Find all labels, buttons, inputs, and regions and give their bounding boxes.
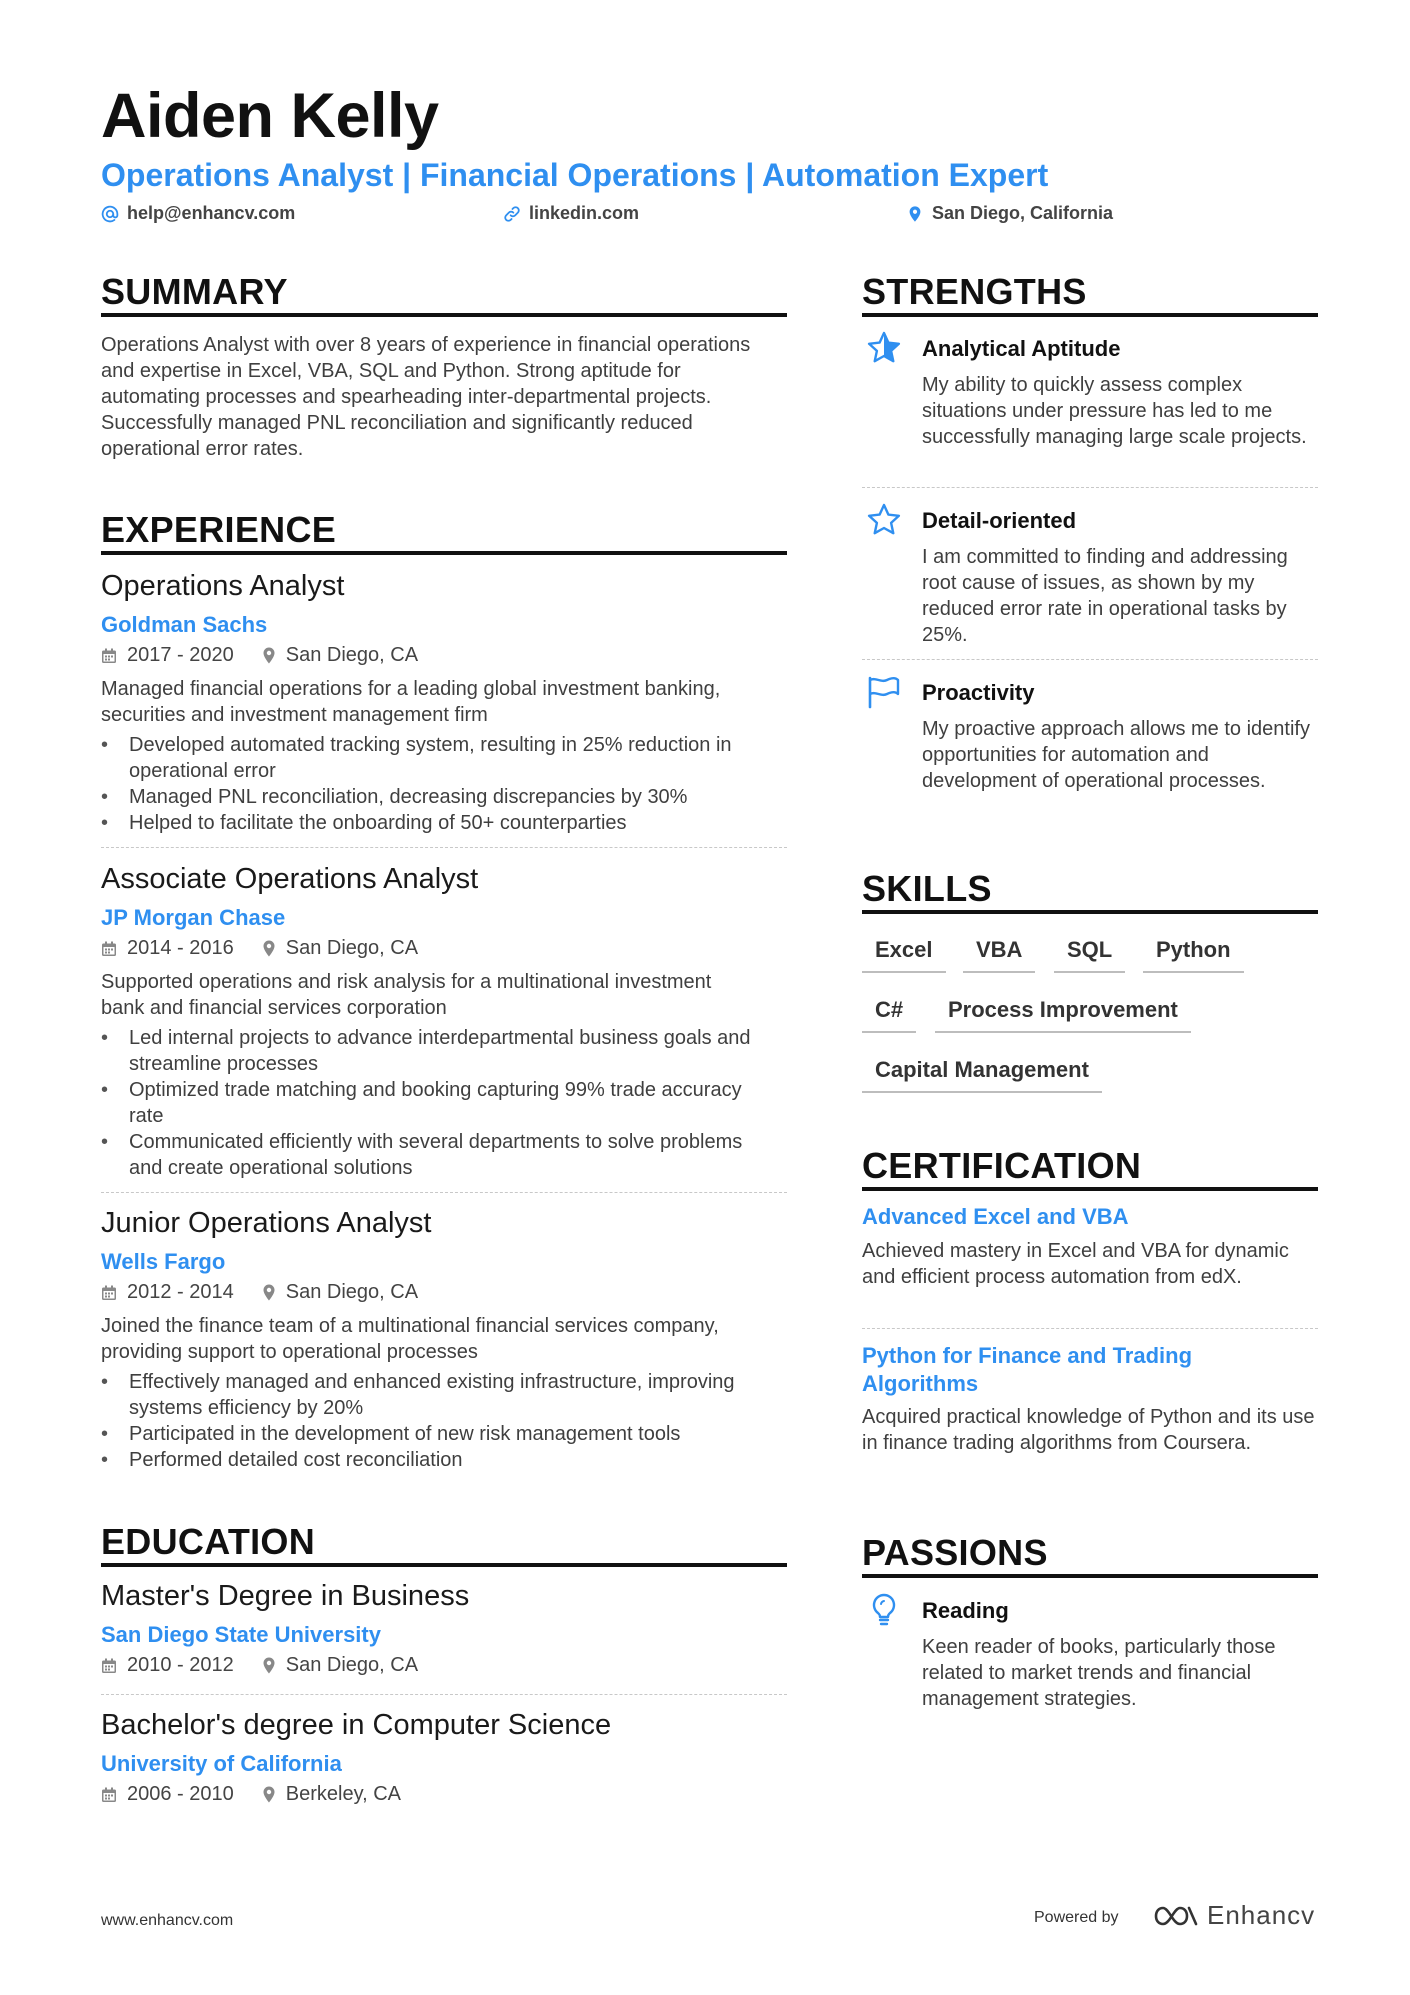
divider [101,1694,787,1695]
job-bullet: • Participated in the development of new risk management tools [101,1421,791,1447]
divider [862,659,1318,660]
strength-text: I am committed to finding and addressing root cause of issues, as shown by my reduced error rate in operational tasks by 25%. [922,546,1288,646]
at-icon [101,205,119,223]
contact-linkedin-text: linkedin.com [529,203,640,223]
job-bullet: • Optimized trade matching and booking capturing 99% trade accuracy rate [101,1077,761,1129]
contact-email-text: help@enhancv.com [127,203,296,223]
education-location: San Diego, CA [285,1654,419,1676]
job-bullets [101,1369,791,1473]
candidate-subtitle: Operations Analyst | Financial Operations | Automation Expert [101,157,1049,193]
job-location: San Diego, CA [285,1281,419,1303]
certification-title: Python for Finance and Trading Algorithms [862,1343,1193,1396]
strengths-rule [862,313,1318,317]
footer-url[interactable]: www.enhancv.com [101,1912,234,1929]
contact-location-text: San Diego, California [932,203,1114,223]
experience-heading: EXPERIENCE [101,509,337,550]
certification-text: Achieved mastery in Excel and VBA for dynamic and efficient process automation from edX. [862,1240,1289,1288]
strength-text: My ability to quickly assess complex situations under pressure has led to me successfully managing large scale projects. [922,374,1307,448]
calendar-icon [101,1787,117,1803]
certification-title: Advanced Excel and VBA [862,1204,1129,1229]
calendar-icon [101,1658,117,1674]
star-icon [866,502,902,538]
education-heading: EDUCATION [101,1521,316,1562]
calendar-icon [101,648,117,664]
contact-location [906,203,1113,224]
skills-heading: SKILLS [862,868,992,909]
map-pin-icon [262,1657,276,1674]
job-bullet: • Communicated efficiently with several departments to solve problems and create operational solutions [101,1129,761,1181]
job-bullet: • Performed detailed cost reconciliation [101,1447,791,1473]
certification-rule [862,1187,1318,1191]
strengths-heading: STRENGTHS [862,271,1087,312]
skill-tag: VBA [963,937,1035,973]
powered-by-label: Powered by [1034,1909,1119,1926]
job-description: Supported operations and risk analysis for a multinational investment bank and financial services corporation [101,971,712,1019]
degree-title: Bachelor's degree in Computer Science [101,1709,612,1741]
skill-tag: Capital Management [862,1057,1102,1093]
skill-tag: Python [1143,937,1244,973]
job-company: Goldman Sachs [101,612,268,637]
skills-rule [862,910,1318,914]
link-icon [503,205,521,223]
skill-tag: C# [862,997,916,1033]
job-meta [101,937,418,960]
education-dates: 2006 - 2010 [127,1783,234,1805]
divider [101,847,787,848]
education-rule [101,1563,787,1567]
job-bullets [101,1025,761,1181]
job-description: Managed financial operations for a leading global investment banking, securities and investment management firm [101,678,721,726]
job-meta [101,1281,418,1304]
brand-name: Enhancv [1207,1900,1316,1930]
passions-rule [862,1574,1318,1578]
summary-heading: SUMMARY [101,271,288,312]
experience-rule [101,551,787,555]
school-name: San Diego State University [101,1622,381,1647]
passion-text: Keen reader of books, particularly those related to market trends and financial management strategies. [922,1636,1276,1710]
strength-title: Analytical Aptitude [922,336,1121,361]
job-bullet: • Led internal projects to advance interdepartmental business goals and streamline processes [101,1025,761,1077]
divider [862,1328,1318,1329]
brand-logo[interactable] [1153,1900,1315,1931]
job-bullet: • Effectively managed and enhanced existing infrastructure, improving systems efficiency by 20% [101,1369,791,1421]
job-bullets [101,732,791,836]
job-company: JP Morgan Chase [101,905,286,930]
job-title: Junior Operations Analyst [101,1207,432,1239]
job-title: Operations Analyst [101,570,345,602]
job-bullet: • Managed PNL reconciliation, decreasing discrepancies by 30% [101,784,791,810]
divider [101,1192,787,1193]
strength-title: Proactivity [922,680,1035,705]
job-dates: 2014 - 2016 [127,937,234,959]
education-meta [101,1783,401,1806]
strength-title: Detail-oriented [922,508,1077,533]
job-description: Joined the finance team of a multinational financial services company, providing support to operational processes [101,1315,719,1363]
job-company: Wells Fargo [101,1249,226,1274]
skill-tag: Process Improvement [935,997,1191,1033]
contact-email[interactable] [101,203,295,224]
calendar-icon [101,941,117,957]
education-location: Berkeley, CA [285,1783,401,1805]
certification-text: Acquired practical knowledge of Python and its use in finance trading algorithms from Coursera. [862,1406,1315,1454]
lightbulb-icon [866,1592,902,1628]
calendar-icon [101,1285,117,1301]
star-half-icon [866,330,902,366]
job-bullet: • Developed automated tracking system, resulting in 25% reduction in operational error [101,732,791,784]
job-dates: 2017 - 2020 [127,644,234,666]
education-dates: 2010 - 2012 [127,1654,234,1676]
enhancv-logo-icon [1153,1903,1199,1929]
job-location: San Diego, CA [285,644,419,666]
job-bullet: • Helped to facilitate the onboarding of 50+ counterparties [101,810,791,836]
passions-heading: PASSIONS [862,1532,1048,1573]
job-title: Associate Operations Analyst [101,863,479,895]
summary-rule [101,313,787,317]
map-pin-icon [262,940,276,957]
contact-linkedin[interactable] [503,203,639,224]
flag-icon [866,674,902,710]
divider [862,487,1318,488]
skill-tag: Excel [862,937,946,973]
passion-title: Reading [922,1598,1009,1623]
skill-tag: SQL [1054,937,1125,973]
job-location: San Diego, CA [285,937,419,959]
job-dates: 2012 - 2014 [127,1281,234,1303]
map-pin-icon [262,1284,276,1301]
job-meta [101,644,418,667]
candidate-name: Aiden Kelly [101,81,439,151]
summary-text: Operations Analyst with over 8 years of experience in financial operations and expertise in Excel, VBA, SQL and Python. Strong aptitude for automating processes and spearheading inter-departmental projects. Successfully managed PNL reconciliation and significantly reduced operational error rates. [101,334,751,460]
degree-title: Master's Degree in Business [101,1580,470,1612]
strength-text: My proactive approach allows me to identify opportunities for automation and development of operational processes. [922,718,1310,792]
certification-heading: CERTIFICATION [862,1145,1142,1186]
map-pin-icon [906,205,924,223]
map-pin-icon [262,647,276,664]
education-meta [101,1654,418,1677]
school-name: University of California [101,1751,342,1776]
map-pin-icon [262,1786,276,1803]
